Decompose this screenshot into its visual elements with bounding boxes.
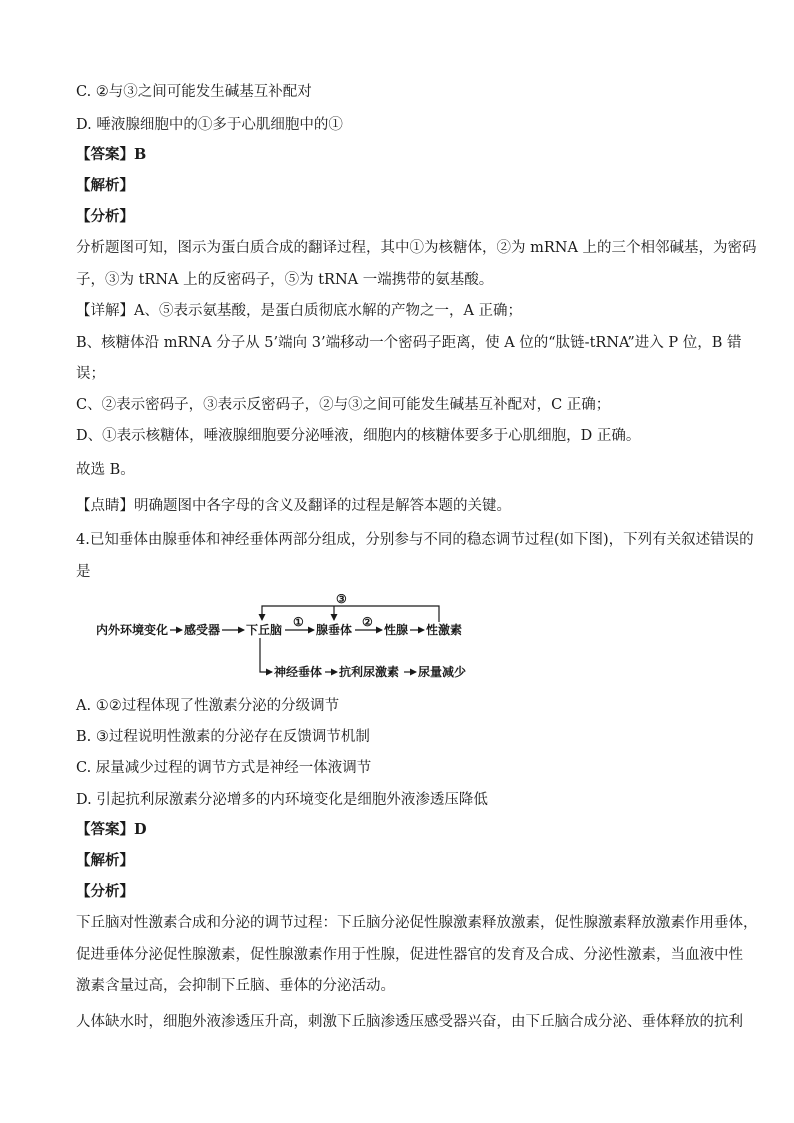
pituitary-regulation-diagram bbox=[94, 594, 494, 686]
feedback-arrow-hypothalamus bbox=[262, 606, 439, 622]
answer-label: 【答案】B bbox=[76, 146, 147, 163]
choice-line: 故选 B。 bbox=[76, 462, 135, 478]
question-4-stem: 4.已知垂体由腺垂体和神经垂体两部分组成，分别参与不同的稳态调节过程(如下图)，下列有关叙述错误的 bbox=[76, 532, 754, 548]
analysis-subheading: 【分析】 bbox=[76, 208, 134, 225]
node-adenohypophysis: 腺垂体 bbox=[316, 623, 353, 637]
node-env-change: 内外环境变化 bbox=[96, 623, 169, 637]
option-d: D. 唾液腺细胞中的①多于心肌细胞中的① bbox=[76, 117, 343, 133]
answer-label: 【答案】D bbox=[76, 821, 147, 838]
analysis-heading: 【解析】 bbox=[76, 177, 134, 194]
node-receptor: 感受器 bbox=[184, 623, 221, 637]
question-4-stem: 是 bbox=[76, 564, 91, 580]
option-c: C. ②与③之间可能发生碱基互补配对 bbox=[76, 84, 312, 100]
node-sex-hormone: 性激素 bbox=[426, 623, 463, 637]
label-2: ② bbox=[362, 615, 373, 629]
label-1: ① bbox=[293, 615, 304, 629]
paragraph-line: 分析题图可知，图示为蛋白质合成的翻译过程，其中①为核糖体，②为 mRNA 上的三个相邻碱基，为密码 bbox=[76, 240, 757, 256]
paragraph-line: 子，③为 tRNA 上的反密码子，⑤为 tRNA 一端携带的氨基酸。 bbox=[76, 272, 494, 288]
detail-line: D、①表示核糖体，唾液腺细胞要分泌唾液，细胞内的核糖体要多于心肌细胞，D 正确。 bbox=[76, 428, 641, 444]
option-d: D. 引起抗利尿激素分泌增多的内环境变化是细胞外液渗透压降低 bbox=[76, 792, 488, 808]
option-c: C. 尿量减少过程的调节方式是神经一体液调节 bbox=[76, 760, 372, 776]
node-neurohypophysis: 神经垂体 bbox=[274, 665, 323, 679]
detail-line: B、核糖体沿 mRNA 分子从 5’端向 3’端移动一个密码子距离，使 A 位的“肽链-tRNA”进入 P 位，B 错 bbox=[76, 335, 742, 351]
node-gonad: 性腺 bbox=[384, 623, 409, 637]
node-hypothalamus: 下丘脑 bbox=[246, 623, 283, 637]
label-3: ③ bbox=[336, 594, 347, 606]
analysis-subheading: 【分析】 bbox=[76, 883, 134, 900]
arrow-hypothalamus-neurohypophysis bbox=[260, 638, 272, 672]
node-adh: 抗利尿激素 bbox=[339, 665, 400, 679]
key-point-line: 【点睛】明确题图中各字母的含义及翻译的过程是解答本题的关键。 bbox=[76, 498, 511, 514]
option-b: B. ③过程说明性激素的分泌存在反馈调节机制 bbox=[76, 729, 370, 745]
paragraph-line: 激素含量过高，会抑制下丘脑、垂体的分泌活动。 bbox=[76, 978, 395, 994]
detail-line: C、②表示密码子，③表示反密码子，②与③之间可能发生碱基互补配对，C 正确； bbox=[76, 397, 611, 413]
paragraph-line: 促进垂体分泌促性腺激素，促性腺激素作用于性腺，促进性器官的发育及合成、分泌性激素，当血液中性 bbox=[76, 947, 743, 963]
analysis-heading: 【解析】 bbox=[76, 852, 134, 869]
detail-line: 【详解】A、⑤表示氨基酸，是蛋白质彻底水解的产物之一，A 正确； bbox=[76, 303, 523, 319]
paragraph-line: 人体缺水时，细胞外液渗透压升高，刺激下丘脑渗透压感受器兴奋，由下丘脑合成分泌、垂体释放的抗利 bbox=[76, 1014, 743, 1030]
node-urine-decrease: 尿量减少 bbox=[418, 665, 467, 679]
detail-line: 误； bbox=[76, 366, 105, 382]
paragraph-line: 下丘脑对性激素合成和分泌的调节过程：下丘脑分泌促性腺激素释放激素，促性腺激素释放激素作用垂体， bbox=[76, 915, 758, 931]
option-a: A. ①②过程体现了性激素分泌的分级调节 bbox=[76, 698, 340, 714]
